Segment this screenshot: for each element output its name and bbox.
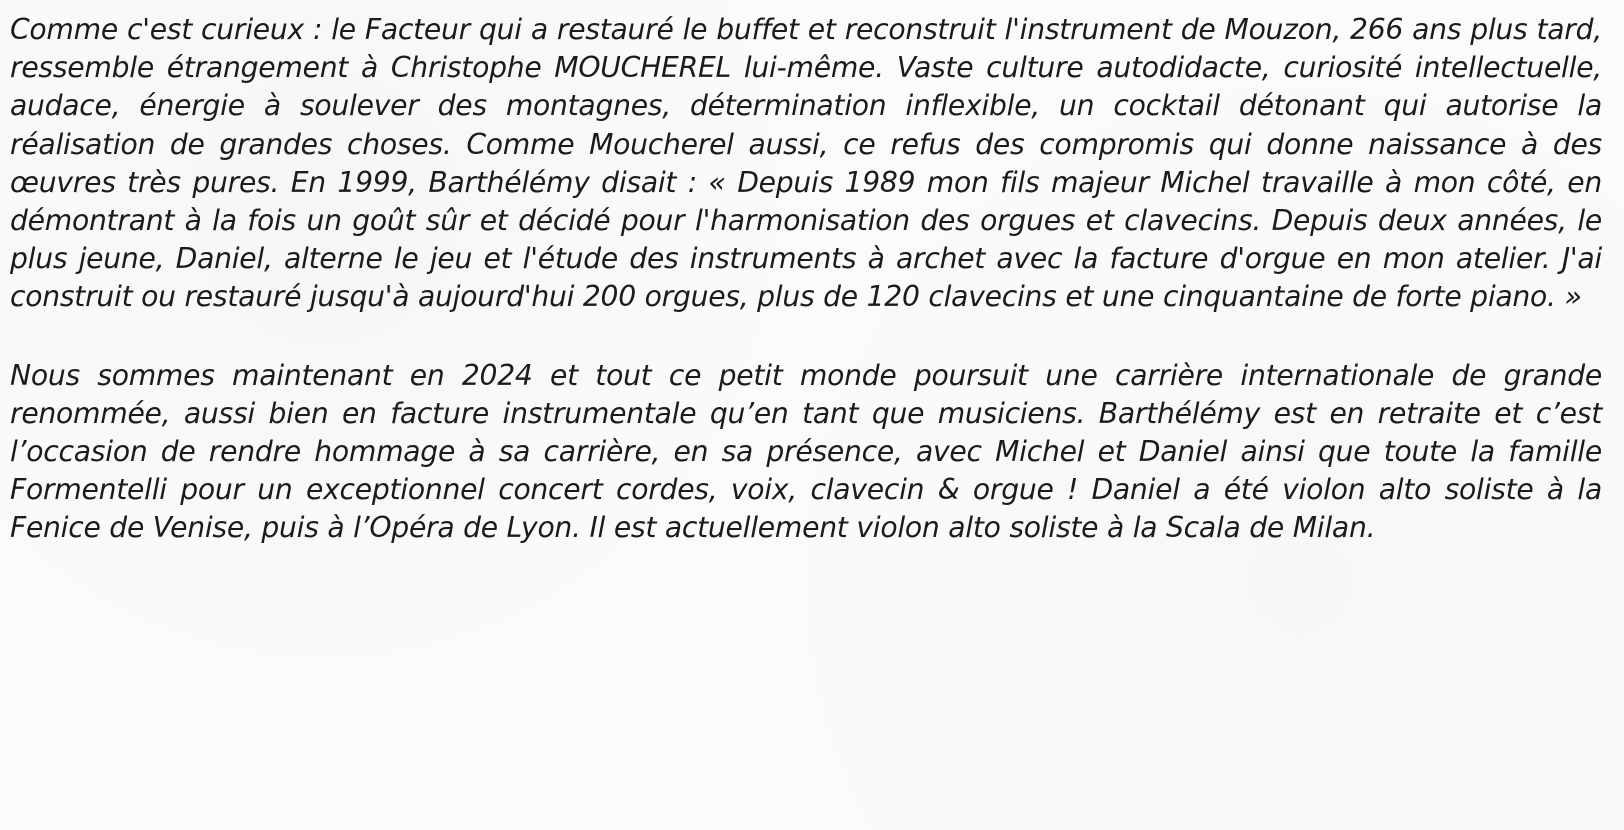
document-paragraph-1: Comme c'est curieux : le Facteur qui a restauré le buffet et reconstruit l'instrument de Mouzon, 266 ans plus tard, ressemble étrangement à Christophe MOUCHEREL lui-même. Vaste culture autodidacte, curiosité intellectuelle, audace, énergie à soulever des montagnes, détermination inflexible, un cocktail détonant qui autorise la réalisation de grandes choses. Comme Moucherel aussi, ce refus des compromis qui donne naissance à des œuvres très pures. En 1999, Barthélémy disait : « Depuis 1989 mon fils majeur Michel travaille à mon côté, en démontrant à la fois un goût sûr et décidé pour l'harmonisation des orgues et clavecins. Depuis deux années, le plus jeune, Daniel, alterne le jeu et l'étude des instruments à archet avec la facture d'orgue en mon atelier. J'ai construit ou restauré jusqu'à aujourd'hui 200 orgues, plus de 120 clavecins et une cinquantaine de forte piano. » [10,13,1602,314]
document-paragraph-2: Nous sommes maintenant en 2024 et tout ce petit monde poursuit une carrière internationale de grande renommée, aussi bien en facture instrumentale qu’en tant que musiciens. Barthélémy est en retraite et c’est l’occasion de rendre hommage à sa carrière, en sa présence, avec Michel et Daniel ainsi que toute la famille Formentelli pour un exceptionnel concert cordes, voix, clavecin & orgue ! Daniel a été violon alto soliste à la Fenice de Venise, puis à l’Opéra de Lyon. Il est actuellement violon alto soliste à la Scala de Milan. [10,358,1602,545]
